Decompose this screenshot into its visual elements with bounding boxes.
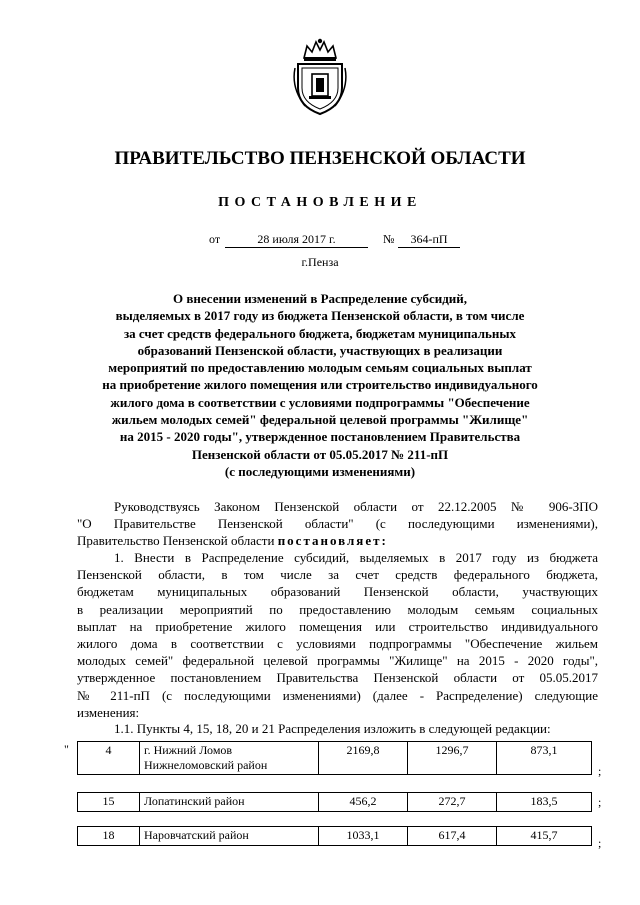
opening-quote: " <box>64 742 69 756</box>
regional-amount: 272,7 <box>408 793 497 812</box>
heading-line: выделяемых в 2017 году из бюджета Пензенской области, в том числе <box>115 308 525 324</box>
document-date: 28 июля 2017 г. <box>225 232 368 248</box>
municipality-name <box>140 742 319 775</box>
paragraph-line: жилого дома в соответствии с условиями подпрограммы "Обеспечение жильем <box>77 636 598 652</box>
paragraph-line: утвержденное постановлением Правительства Пензенской области от 05.05.2017 <box>77 670 598 686</box>
heading-line: (с последующими изменениями) <box>224 463 416 479</box>
total-amount: 456,2 <box>319 793 408 812</box>
heading-line: Пензенской области от 05.05.2017 № 211-пП <box>191 446 449 462</box>
paragraph-1 <box>77 549 598 721</box>
city: г.Пенза <box>301 255 339 269</box>
table-row <box>78 827 592 846</box>
preamble-text: Правительство Пензенской области <box>77 533 278 549</box>
paragraph-line: бюджетам муниципальных образований Пензенской области, участвующих <box>77 584 598 600</box>
distribution-table-row-15 <box>77 792 592 812</box>
resolution-verb: постановляет: <box>277 533 388 549</box>
paragraph-line: выплат на приобретение жилого помещения или строительство индивидуального <box>77 618 598 634</box>
heading-line: жильем молодых семей" федеральной целевой программы "Жилище" <box>111 412 529 428</box>
municipality-name-line: Нижнеломовский район <box>144 758 268 772</box>
heading-line: на приобретение жилого помещения или строительство индивидуального <box>102 377 538 393</box>
coat-of-arms-emblem <box>291 38 349 116</box>
row-number: 4 <box>78 742 140 775</box>
row-terminator: ; <box>598 764 602 778</box>
paragraph-line: молодых семей" федеральной целевой программы "Жилище" на 2015 - 2020 годы", <box>77 653 598 669</box>
paragraph-line: 1.1. Пункты 4, 15, 18, 20 и 21 Распределения изложить в следующей редакции: <box>114 721 551 736</box>
federal-amount: 183,5 <box>497 793 592 812</box>
heading-line: О внесении изменений в Распределение субсидий, <box>172 291 468 306</box>
row-terminator: ; <box>598 836 602 850</box>
paragraph-line: Пензенской области, в том числе за счет средств федерального бюджета, <box>77 567 598 583</box>
government-title: ПРАВИТЕЛЬСТВО ПЕНЗЕНСКОЙ ОБЛАСТИ <box>114 148 526 169</box>
total-amount: 1033,1 <box>319 827 408 846</box>
paragraph-line: в реализации мероприятий по предоставлению молодым семьям социальных <box>77 601 598 617</box>
municipality-name: Лопатинский район <box>140 793 319 812</box>
document-type: ПОСТАНОВЛЕНИЕ <box>218 195 422 210</box>
regional-amount: 1296,7 <box>408 742 497 775</box>
row-number: 18 <box>78 827 140 846</box>
heading-line: жилого дома в соответствии с условиями подпрограммы "Обеспечение <box>110 394 530 410</box>
total-amount: 2169,8 <box>319 742 408 775</box>
preamble-line: "О Правительстве Пензенской области" (с последующими изменениями), <box>77 516 598 532</box>
table-row <box>78 793 592 812</box>
heading-line: на 2015 - 2020 годы", утвержденное постановлением Правительства <box>119 429 521 445</box>
regional-amount: 617,4 <box>408 827 497 846</box>
document-number: 364-пП <box>398 232 460 248</box>
heading-line: за счет средств федерального бюджета, бюджетам муниципальных <box>123 325 517 341</box>
number-prefix: № <box>383 232 395 246</box>
document-heading <box>60 290 580 480</box>
municipality-name-line: г. Нижний Ломов <box>144 743 233 757</box>
federal-amount: 873,1 <box>497 742 592 775</box>
paragraph-line: 1. Внести в Распределение субсидий, выделяемых в 2017 году из бюджета <box>114 550 598 565</box>
date-prefix: от <box>209 232 221 246</box>
paragraph-line: изменения: <box>77 704 140 720</box>
preamble-line <box>77 532 598 549</box>
preamble <box>77 498 598 550</box>
row-number: 15 <box>78 793 140 812</box>
federal-amount: 415,7 <box>497 827 592 846</box>
table-row <box>78 742 592 775</box>
paragraph-line: № 211-пП (с последующими изменениями) (далее - Распределение) следующие <box>77 687 598 703</box>
distribution-table-row-18 <box>77 826 592 846</box>
preamble-line: Руководствуясь Законом Пензенской области от 22.12.2005 № 906-ЗПО <box>114 499 598 514</box>
row-terminator: ; <box>598 795 602 809</box>
distribution-table-row-4 <box>77 741 592 775</box>
municipality-name: Наровчатский район <box>140 827 319 846</box>
heading-line: мероприятий по предоставлению молодым семьям социальных выплат <box>108 360 532 376</box>
heading-line: образований Пензенской области, участвующих в реализации <box>137 342 503 358</box>
paragraph-1-1 <box>77 720 598 737</box>
